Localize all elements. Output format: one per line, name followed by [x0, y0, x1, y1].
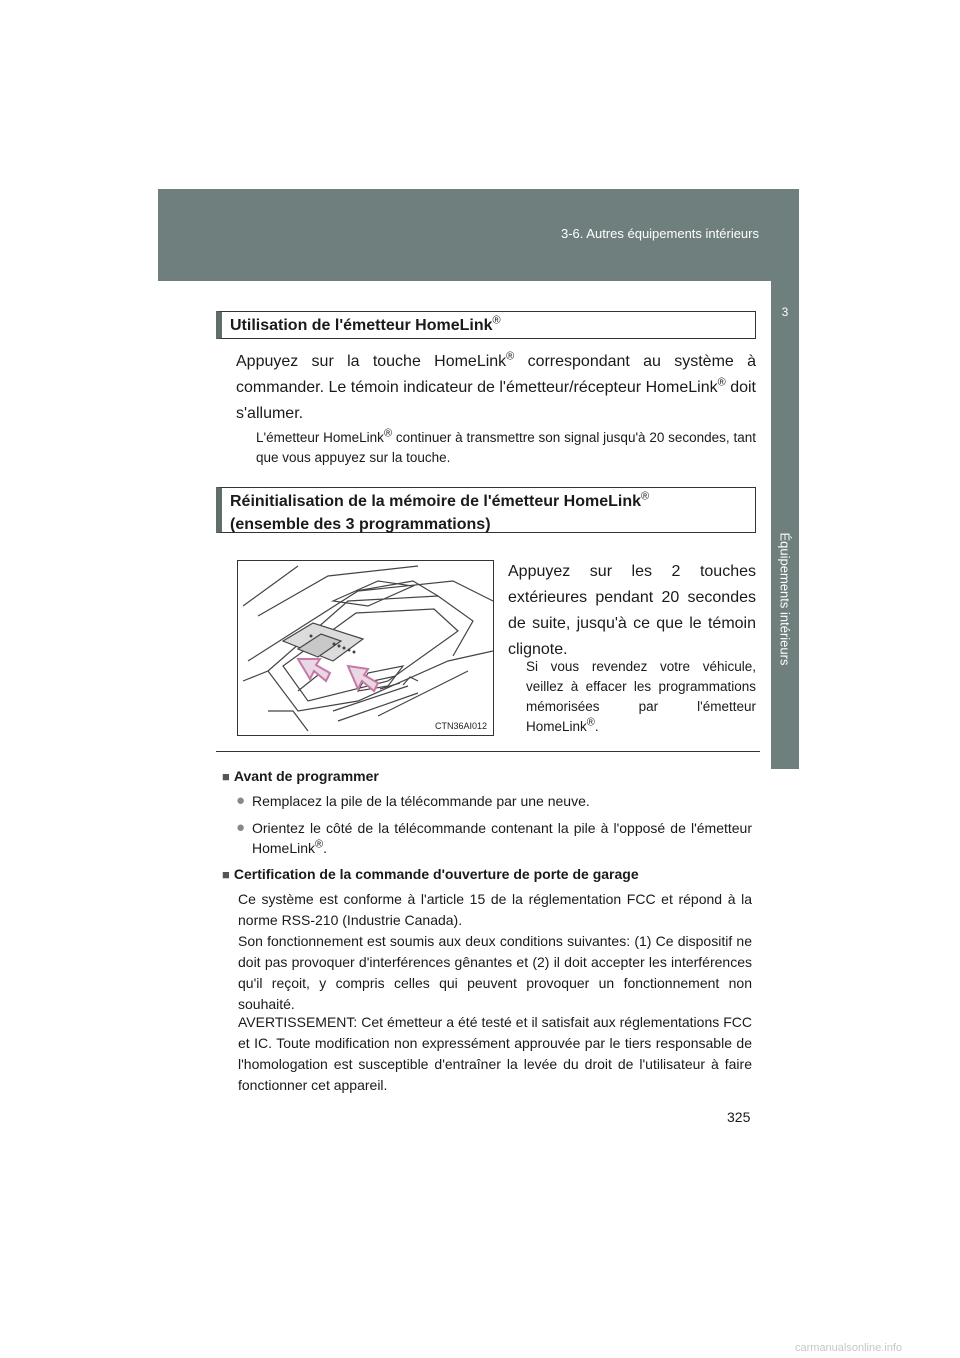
illustration-code: CTN36AI012 [434, 721, 487, 731]
section2-body: Appuyez sur les 2 touches extérieures pendant 20 secondes de suite, jusqu'à ce que le témoin clignote. [508, 563, 756, 658]
section-heading-homelink-use [216, 311, 756, 339]
note-bullet: ● Remplacez la pile de la télécommande par une neuve. [236, 792, 590, 809]
divider-line [216, 751, 760, 752]
square-bullet-icon: ■ [222, 769, 230, 784]
chapter-side-tab [771, 281, 799, 769]
registered-mark: ® [717, 376, 726, 389]
note-title-certification: ■ Certification de la commande d'ouverture de porte de garage [222, 866, 639, 882]
bullet-dot-icon: ● [236, 792, 246, 809]
page-number: 325 [727, 1109, 751, 1125]
section1-note: L'émetteur HomeLink® continuer à transmettre son signal jusqu'à 20 secondes, tant que vous appuyez sur la touche. [256, 427, 756, 465]
watermark: carmanualsonline.info [795, 1342, 903, 1354]
overhead-console-drawing [238, 561, 493, 735]
bullet-dot-icon: ● [236, 819, 246, 836]
heading-text: Réinitialisation de la mémoire de l'émetteur HomeLink [230, 493, 642, 510]
registered-mark: ® [586, 716, 595, 729]
registered-mark: ® [641, 490, 650, 503]
certification-paragraph: Ce système est conforme à l'article 15 de la réglementation FCC et répond à la norme RSS-210 (Industrie Canada). Son fonctionnement est soumis aux deux conditions suivantes: (1) Ce dispositif ne doit pas provoquer d'interférences gênantes et (2) il doit accepter les interférences qu'il reçoit, y compris celles qui peuvent provoquer un fonctionnement non souhaité. [238, 891, 752, 1012]
registered-mark: ® [315, 838, 324, 851]
registered-mark: ® [383, 427, 393, 440]
heading-text: Utilisation de l'émetteur HomeLink [230, 317, 493, 334]
registered-mark: ® [492, 314, 501, 327]
registered-mark: ® [506, 350, 515, 363]
header-bar [158, 189, 799, 281]
header-section-title: 3-6. Autres équipements intérieurs [561, 226, 759, 241]
section2-note: Si vous revendez votre véhicule, veillez à effacer les programmations mémorisées par l'émetteur HomeLink®. [526, 659, 756, 734]
square-bullet-icon: ■ [222, 867, 230, 882]
overhead-console-illustration [237, 560, 494, 736]
note-bullet: ● Orientez le côté de la télécommande contenant la pile à l'opposé de l'émetteur HomeLink®. [236, 819, 752, 856]
warning-paragraph: AVERTISSEMENT: Cet émetteur a été testé et il satisfait aux réglementations FCC et IC. Toute modification non expressément approuvée par le tiers responsable de l'homologation est susceptible d'entraîner la levée du droit de l'utilisateur à faire fonctionner cet appareil. [238, 1014, 752, 1093]
note-title-before-programming: ■ Avant de programmer [222, 768, 379, 784]
section-heading-homelink-reset [216, 487, 756, 533]
heading-subtext: (ensemble des 3 programmations) [230, 516, 491, 533]
chapter-label: Équipements intérieurs [777, 532, 793, 666]
chapter-number: 3 [781, 305, 789, 319]
section1-body: Appuyez sur la touche HomeLink® correspondant au système à commander. Le témoin indicateur de l'émetteur/récepteur HomeLink® doit s'allumer. [236, 350, 756, 422]
